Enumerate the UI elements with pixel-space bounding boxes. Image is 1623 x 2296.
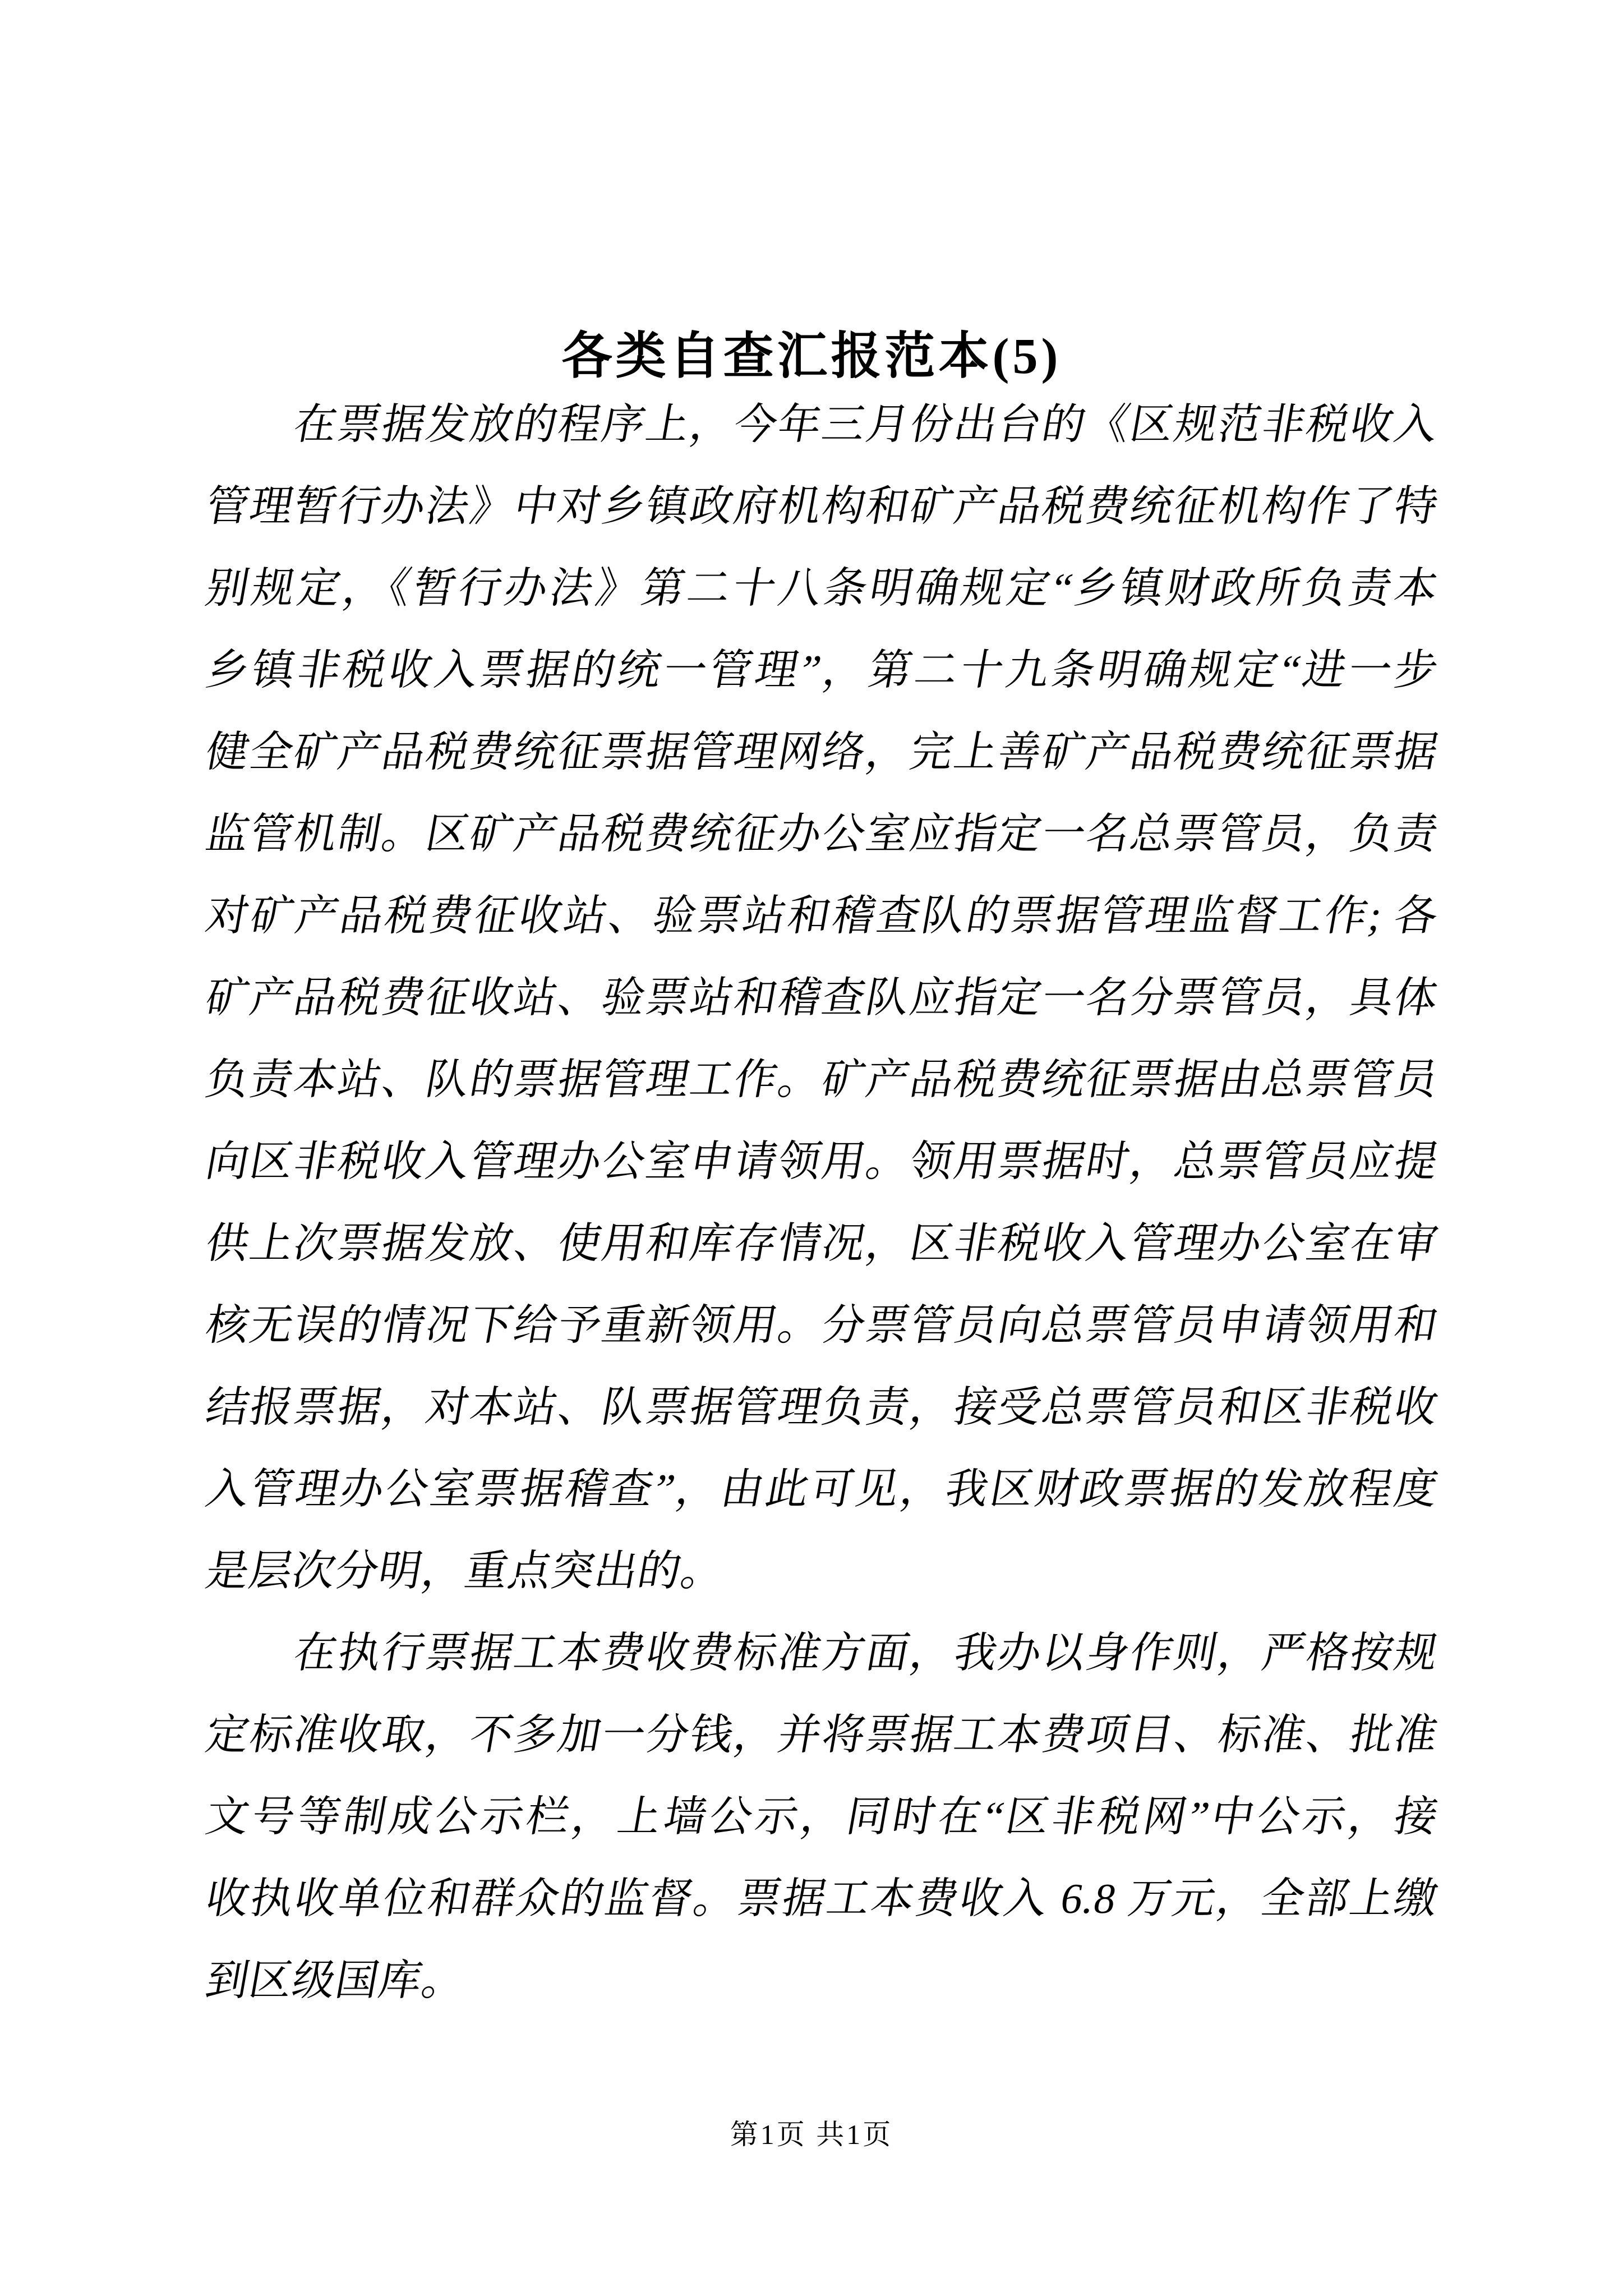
body-line: 是层次分明，重点突出的。 — [202, 1548, 729, 1595]
body-line: 向区非税收入管理办公室申请领用。领用票据时，总票管员应提 — [202, 1138, 1442, 1185]
body-line: 负责本站、队的票据管理工作。矿产品税费统征票据由总票管员 — [202, 1056, 1442, 1103]
body-line: 监管机制。区矿产品税费统征办公室应指定一名总票管员，负责 — [202, 811, 1442, 858]
body-line: 管理暂行办法》中对乡镇政府机构和矿产品税费统征机构作了特 — [202, 483, 1442, 530]
body-line: 结报票据，对本站、队票据管理负责，接受总票管员和区非税收 — [202, 1384, 1442, 1431]
document-body — [199, 384, 1442, 2022]
body-line: 在票据发放的程序上，今年三月份出台的《区规范非税收入 — [202, 401, 1442, 448]
body-line: 文号等制成公示栏，上墙公示，同时在“区非税网”中公示，接 — [202, 1793, 1442, 1841]
page-footer: 第1页 共1页 — [730, 2119, 893, 2150]
body-line: 定标准收取，不多加一分钱，并将票据工本费项目、标准、批准 — [202, 1711, 1442, 1759]
body-line: 收执收单位和群众的监督。票据工本费收入 6.8 万元，全部上缴 — [202, 1875, 1442, 1922]
paragraph — [199, 384, 1442, 1612]
body-line: 健全矿产品税费统征票据管理网络，完上善矿产品税费统征票据 — [202, 729, 1442, 776]
body-line: 供上次票据发放、使用和库存情况，区非税收入管理办公室在审 — [202, 1220, 1442, 1267]
body-line: 矿产品税费征收站、验票站和稽查队应指定一名分票管员，具体 — [202, 974, 1442, 1022]
paragraph — [199, 1612, 1442, 2022]
body-line: 别规定，《暂行办法》第二十八条明确规定“乡镇财政所负责本 — [202, 565, 1442, 612]
document-title: 各类自查汇报范本(5) — [561, 329, 1062, 385]
body-line: 对矿产品税费征收站、验票站和稽查队的票据管理监督工作; 各 — [202, 892, 1442, 940]
body-line: 入管理办公室票据稽查”，由此可见，我区财政票据的发放程度 — [202, 1466, 1442, 1513]
body-line: 到区级国库。 — [202, 1957, 470, 2004]
body-line: 核无误的情况下给予重新领用。分票管员向总票管员申请领用和 — [202, 1302, 1442, 1349]
body-line: 在执行票据工本费收费标准方面，我办以身作则，严格按规 — [202, 1630, 1442, 1677]
body-line: 乡镇非税收入票据的统一管理”，第二十九条明确规定“进一步 — [202, 647, 1442, 694]
